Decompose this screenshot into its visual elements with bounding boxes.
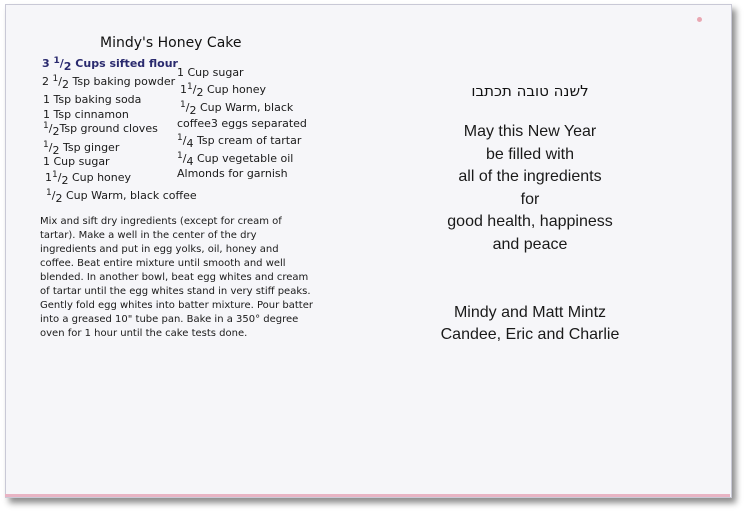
card-edge	[5, 494, 730, 497]
ingredient-item: $^1$/2 Tsp ginger	[43, 140, 120, 157]
ingredient-item: $^1$/4 Cup vegetable oil	[177, 151, 294, 168]
corner-mark	[697, 17, 702, 22]
greeting-message	[415, 121, 645, 256]
ingredient-item: 3 $^1$/2 Cups sifted flour	[42, 56, 178, 73]
ingredient-item: $1^1/2$ Cup honey	[180, 82, 267, 99]
hebrew-greeting: לשנה טובה תכתבו	[471, 82, 589, 100]
greeting-line: and peace	[492, 235, 568, 253]
ingredient-item: $^1$/2 Cup Warm, black coffee	[46, 188, 197, 205]
ingredient-item: 1 Cup sugar	[177, 66, 244, 79]
ingredient-item: 2 $^1$/2 Tsp baking powder	[42, 74, 176, 91]
ingredient-item: $1^1/2$ Cup honey	[45, 170, 132, 187]
ingredient-item: 1 Cup sugar	[43, 155, 110, 168]
ingredient-item: coffee3 eggs separated	[177, 117, 307, 130]
greeting-line: for	[520, 190, 540, 208]
greeting-line: all of the ingredients	[458, 168, 602, 185]
ingredient-item: $^1$/2Tsp ground cloves	[43, 121, 158, 138]
recipe-title: Mindy's Honey Cake	[100, 35, 242, 51]
signature-block	[415, 302, 645, 346]
greeting-line: be filled with	[485, 145, 575, 163]
recipe-instructions: Mix and sift dry ingredients (except for cream of tartar). Make a well in the center of the dry ingredients and put in egg yolks, oil, honey and coffee. Beat entire mixture until smooth and well blended. In another bowl, beat egg whites and cream of tartar until the egg whites stand in very stiff peaks. Gently fold egg whites into batter mixture. Pour batter into a greased 10" tube pan. Bake in a 350° degree oven for 1 hour until the cake tests done.	[40, 216, 313, 339]
signature-line: Candee, Eric and Charlie	[440, 326, 620, 343]
greeting-line: good health, happiness	[447, 213, 613, 230]
greeting-line: May this New Year	[463, 123, 597, 140]
ingredient-item: Almonds for garnish	[177, 167, 288, 180]
ingredient-item: 1 Tsp baking soda	[43, 93, 142, 106]
signature-line: Mindy and Matt Mintz	[453, 304, 607, 321]
ingredient-item: $^1$/4 Tsp cream of tartar	[177, 133, 302, 150]
ingredient-item: $^1$/2 Cup Warm, black	[180, 100, 294, 117]
ingredient-item: 1 Tsp cinnamon	[43, 108, 129, 121]
